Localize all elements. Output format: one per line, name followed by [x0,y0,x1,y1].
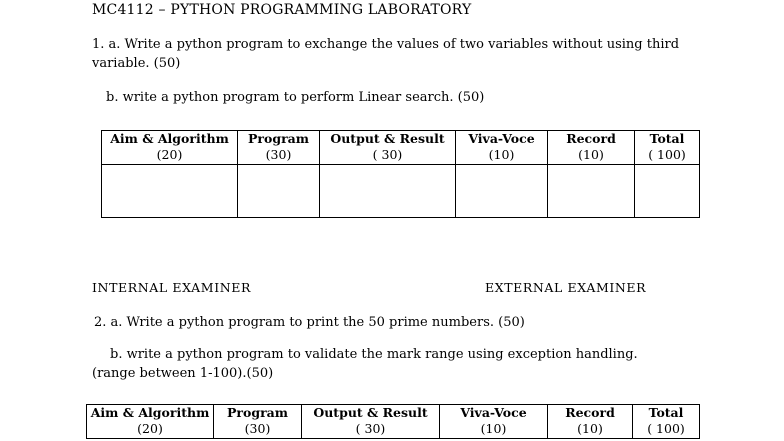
header-total: Total ( 100) [633,405,700,439]
header-program: Program (30) [238,131,320,165]
table-header-row [102,131,700,165]
cell-program [238,165,320,218]
question-2b: b. write a python program to validate the mark range using exception handling. (range between 1-100).(50) [92,347,638,381]
header-viva-voce: Viva-Voce (10) [456,131,548,165]
internal-examiner-label: INTERNAL EXAMINER [92,280,252,295]
question-1a: 1. a. Write a python program to exchange the values of two variables without using third variable. (50) [92,37,680,71]
header-record: Record (10) [548,405,633,439]
cell-total [635,165,700,218]
cell-record [548,165,635,218]
header-viva-voce: Viva-Voce (10) [440,405,548,439]
marks-table-1 [101,130,700,218]
marks-table-2 [86,404,700,439]
question-2a: 2. a. Write a python program to print the 50 prime numbers. (50) [94,315,525,330]
header-output-result: Output & Result ( 30) [302,405,440,439]
external-examiner-label: EXTERNAL EXAMINER [485,280,647,295]
header-program: Program (30) [214,405,302,439]
cell-output-result [320,165,456,218]
header-aim-algorithm: Aim & Algorithm (20) [87,405,214,439]
header-total: Total ( 100) [635,131,700,165]
header-record: Record (10) [548,131,635,165]
cell-viva-voce [456,165,548,218]
question-1b: b. write a python program to perform Linear search. (50) [106,90,485,105]
header-aim-algorithm: Aim & Algorithm (20) [102,131,238,165]
header-output-result: Output & Result ( 30) [320,131,456,165]
document-title: MC4112 – PYTHON PROGRAMMING LABORATORY [92,2,472,18]
table-marks-row [102,165,700,218]
cell-aim-algorithm [102,165,238,218]
table-header-row [87,405,700,439]
